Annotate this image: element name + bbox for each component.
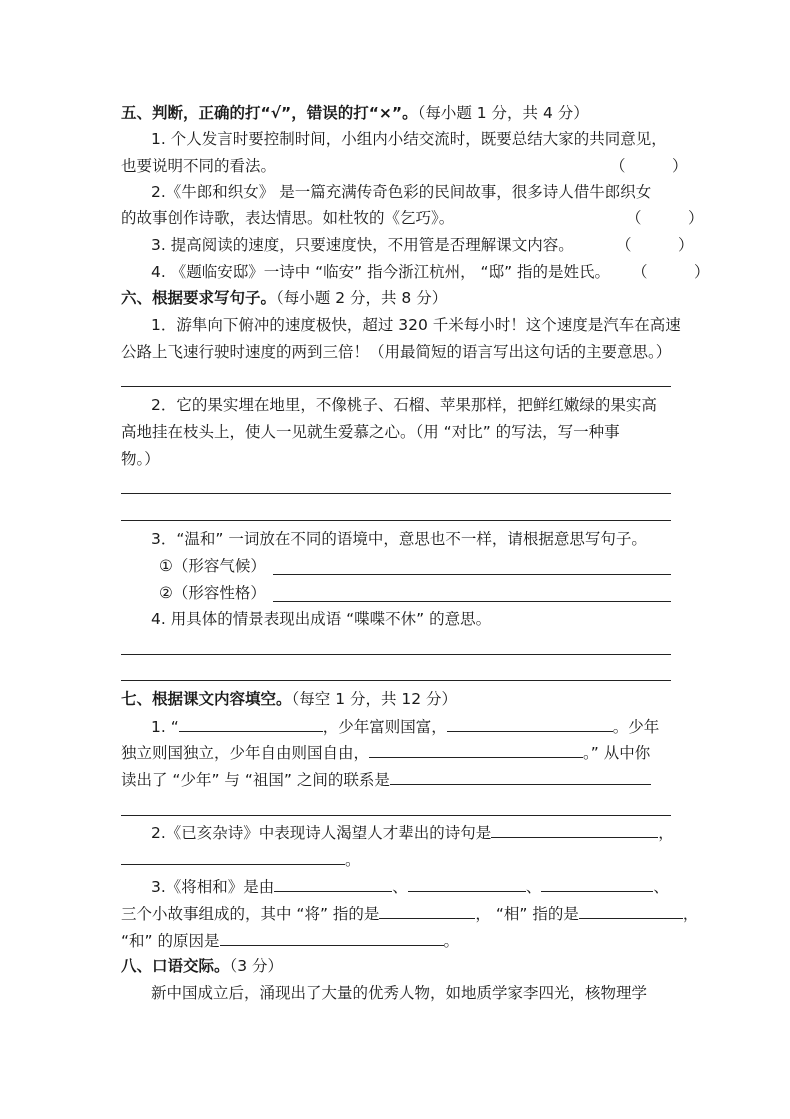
- s6-q4-answer-line-1[interactable]: [121, 654, 671, 655]
- section-7-heading: [121, 689, 457, 709]
- s6-q2-answer-line-1[interactable]: [121, 493, 671, 494]
- s6-q3-prompt-climate: ①（形容气候）: [159, 557, 266, 575]
- s7-q3: 3.《将相和》是由: [151, 878, 275, 896]
- s7-q1-b: 独立则国独立，少年自由则国自由，: [121, 744, 370, 762]
- s7-blank-1[interactable]: [179, 716, 323, 732]
- s7-q1-line2: [121, 742, 650, 763]
- section-8-score: （3 分）: [229, 957, 284, 975]
- s7-blank-6[interactable]: [121, 849, 345, 865]
- s7-q2-line2: [121, 849, 361, 870]
- s7-q3-b: 三个小故事组成的，其中 “将” 指的是: [121, 905, 380, 923]
- s7-blank-2[interactable]: [447, 716, 613, 732]
- s7-q2-comma: ，: [658, 824, 674, 842]
- s7-q3-b2: ， “相” 指的是: [475, 905, 579, 923]
- s6-q1-line2: 公路上飞速行驶时速度的两到三倍！（用最简短的语言写出这句话的主要意思。）: [121, 343, 672, 361]
- section-5-title: 五、判断，正确的打“√”，错误的打“×”。: [121, 104, 418, 122]
- s7-q2: 2.《已亥杂诗》中表现诗人渴望人才辈出的诗句是: [151, 824, 492, 842]
- s7-blank-3[interactable]: [369, 742, 583, 758]
- section-8-heading: [121, 956, 283, 976]
- s6-q2-answer-line-2[interactable]: [121, 520, 671, 521]
- s7-q2-line1: [151, 822, 674, 843]
- s6-q4-answer-line-2[interactable]: [121, 680, 671, 681]
- s6-q3-prompt-character: ②（形容性格）: [159, 584, 266, 602]
- section-7-title: 七、根据课文内容填空。: [121, 690, 292, 708]
- s7-blank-4-continued[interactable]: [121, 815, 671, 816]
- s7-q3-line3: [121, 930, 459, 951]
- s5-q4-answer-bracket[interactable]: （ ）: [632, 263, 710, 281]
- s6-q3: 3．“温和” 一词放在不同的语境中，意思也不一样，请根据意思写句子。: [151, 530, 647, 548]
- s7-blank-11[interactable]: [579, 903, 683, 919]
- s5-q2-answer-bracket[interactable]: （ ）: [626, 209, 704, 227]
- s5-q3-answer-bracket[interactable]: （ ）: [616, 236, 694, 254]
- s7-q3-period: 。: [443, 932, 460, 950]
- s7-q1-mid: ，少年富则国富，: [322, 718, 447, 736]
- s6-q3-answer-line-character[interactable]: [273, 601, 671, 602]
- s5-q1-answer-bracket[interactable]: （ ）: [610, 157, 688, 175]
- s7-blank-9[interactable]: [541, 876, 653, 892]
- s7-q3-c: “和” 的原因是: [121, 932, 220, 950]
- section-5-score: （每小题 1 分，共 4 分）: [417, 104, 589, 122]
- s5-q4: 4. 《题临安邸》一诗中 “临安” 指今浙江杭州， “邸” 指的是姓氏。: [151, 263, 611, 281]
- s7-blank-4[interactable]: [390, 769, 651, 785]
- section-8-title: 八、口语交际。: [121, 957, 230, 975]
- s7-q1-end: 。少年: [612, 718, 660, 736]
- s6-q4: 4. 用具体的情景表现出成语 “喋喋不休” 的意思。: [151, 610, 492, 628]
- s5-q1-line2: 也要说明不同的看法。: [121, 157, 277, 175]
- s7-q3-dun-1: 、: [392, 878, 408, 896]
- s7-q2-period: 。: [345, 851, 361, 869]
- s6-q2-line3: 物。）: [121, 450, 160, 468]
- section-6-heading: [121, 288, 447, 308]
- s7-q3-line1: [151, 876, 669, 897]
- s7-blank-10[interactable]: [379, 903, 475, 919]
- section-6-score: （每小题 2 分，共 8 分）: [276, 289, 448, 307]
- s6-q1-line1: 1．游隼向下俯冲的速度极快，超过 320 千米每小时！这个速度是汽车在高速: [151, 316, 681, 334]
- s7-q1-open: 1. “: [151, 718, 179, 736]
- s8-paragraph-line1: 新中国成立后，涌现出了大量的优秀人物，如地质学家李四光，核物理学: [151, 984, 648, 1002]
- s7-q1-line3: [121, 769, 651, 790]
- section-7-score: （每空 1 分，共 12 分）: [291, 690, 458, 708]
- s5-q1-line1: 1. 个人发言时要控制时间，小组内小结交流时，既要总结大家的共同意见，: [151, 130, 667, 148]
- s6-q2-line2: 高地挂在枝头上，使人一见就生爱慕之心。（用 “对比” 的写法，写一种事: [121, 423, 620, 441]
- s7-q3-comma: ，: [682, 905, 699, 923]
- section-5-heading: [121, 103, 589, 123]
- s7-q1-line1: [151, 716, 659, 737]
- s7-blank-8[interactable]: [408, 876, 526, 892]
- s6-q3-answer-line-climate[interactable]: [273, 574, 671, 575]
- s5-q2-line1: 2.《牛郎和织女》 是一篇充满传奇色彩的民间故事，很多诗人借牛郎织女: [151, 183, 652, 201]
- s6-q2-line1: 2．它的果实埋在地里，不像桃子、石榴、苹果那样，把鲜红嫩绿的果实高: [151, 396, 657, 414]
- section-6-title: 六、根据要求写句子。: [121, 289, 277, 307]
- s7-blank-7[interactable]: [274, 876, 392, 892]
- s7-q3-line2: [121, 903, 698, 924]
- s7-blank-5[interactable]: [491, 822, 658, 838]
- s7-q3-dun-2: 、: [525, 878, 542, 896]
- s6-q1-answer-line[interactable]: [121, 386, 671, 387]
- s7-q3-dun-3: 、: [653, 878, 669, 896]
- s7-q1-c: 读出了 “少年” 与 “祖国” 之间的联系是: [121, 771, 390, 789]
- s5-q2-line2: 的故事创作诗歌，表达情思。如杜牧的《乞巧》。: [121, 209, 455, 227]
- s7-q1-b-end: 。” 从中你: [583, 744, 651, 762]
- s5-q3: 3. 提高阅读的速度，只要速度快，不用管是否理解课文内容。: [151, 236, 574, 254]
- s7-blank-12[interactable]: [220, 930, 444, 946]
